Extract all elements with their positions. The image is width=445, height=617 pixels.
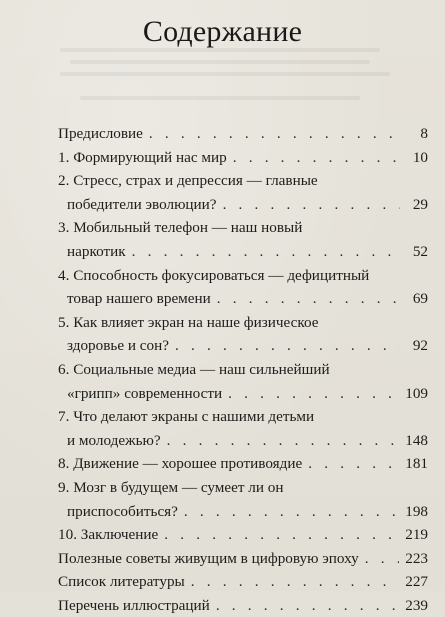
toc-entry (58, 358, 428, 405)
toc-entry-title-line: 8. Движение — хорошее противоядие (58, 455, 303, 473)
toc-entry-last-line (58, 429, 428, 453)
toc-entry-last-line (58, 500, 428, 524)
toc-entry (58, 216, 428, 263)
toc-page-number: 29 (412, 195, 428, 213)
dot-leader (223, 193, 400, 217)
toc-page-number: 223 (405, 549, 428, 567)
toc-entry-title-line: товар нашего времени (67, 290, 211, 308)
dot-leader (167, 429, 400, 453)
toc-entry-title-line: 4. Способность фокусироваться — дефицитный (58, 266, 370, 284)
toc-entry (58, 594, 428, 617)
toc-entry-last-line (58, 547, 428, 571)
toc-page-number: 10 (412, 148, 428, 166)
toc-entry-last-line (58, 287, 428, 311)
toc-page-number: 198 (405, 502, 428, 520)
dot-leader (308, 452, 399, 476)
toc-entry-title-line: 6. Социальные медиа — наш сильнейший (58, 360, 330, 378)
toc-entry-title-line: 10. Заключение (58, 526, 159, 544)
dot-leader (184, 500, 399, 524)
toc-entry-title-line: Полезные советы живущим в цифровую эпоху (58, 549, 359, 567)
toc-entry-last-line (58, 523, 428, 547)
dot-leader (149, 122, 400, 146)
toc-page-number: 239 (405, 596, 428, 614)
bleed-through-mark (70, 60, 370, 64)
toc-entry (58, 570, 428, 594)
toc-page-number: 148 (405, 431, 428, 449)
toc-entry-last-line (58, 570, 428, 594)
toc-page-number: 8 (420, 125, 428, 142)
toc-entry-title-line: «грипп» современности (67, 384, 223, 402)
dot-leader (132, 240, 400, 264)
toc-entry-last-line (58, 240, 428, 264)
toc-entry-title-line: наркотик (67, 242, 126, 260)
toc-page-number: 219 (405, 526, 428, 544)
toc-entry-title-line: 3. Мобильный телефон — наш новый (58, 219, 303, 237)
toc-entry-title-line: 9. Мозг в будущем — сумеет ли он (58, 478, 284, 496)
toc-entry-last-line (58, 594, 428, 617)
toc-entry-last-line (58, 146, 428, 170)
dot-leader (365, 547, 399, 571)
toc-entry (58, 476, 428, 523)
dot-leader (164, 523, 399, 547)
toc-entry-last-line (58, 122, 428, 146)
bleed-through-mark (80, 96, 360, 100)
toc-page-number: 52 (412, 242, 428, 260)
toc-entry-title-line: победители эволюции? (67, 195, 217, 213)
toc-entry-last-line (58, 193, 428, 217)
toc-entry-last-line (58, 452, 428, 476)
toc-entry (58, 264, 428, 311)
toc-entry-last-line (58, 334, 428, 358)
toc-entry (58, 547, 428, 571)
toc-entry-title-line: Предисловие (58, 125, 143, 142)
table-of-contents (58, 122, 428, 617)
toc-entry-title-line: 2. Стресс, страх и депрессия — главные (58, 172, 318, 190)
dot-leader (217, 287, 400, 311)
toc-page-number: 109 (405, 384, 428, 402)
toc-page-number: 181 (405, 455, 428, 473)
dot-leader (175, 334, 400, 358)
toc-page-number: 227 (405, 573, 428, 591)
bleed-through-mark (60, 72, 390, 76)
dot-leader (228, 382, 399, 406)
toc-entry (58, 122, 428, 146)
toc-entry-title-line: и молодежью? (67, 431, 161, 449)
toc-entry-title-line: Список литературы (58, 573, 185, 591)
toc-entry-last-line (58, 382, 428, 406)
toc-entry (58, 523, 428, 547)
toc-page-number: 69 (412, 290, 428, 308)
toc-entry (58, 405, 428, 452)
toc-entry-title-line: приспособиться? (67, 502, 178, 520)
toc-entry (58, 452, 428, 476)
toc-entry-title-line: здоровье и сон? (67, 337, 169, 355)
dot-leader (191, 570, 399, 594)
toc-entry (58, 146, 428, 170)
toc-entry-title-line: Перечень иллюстраций (58, 596, 210, 614)
dot-leader (216, 594, 399, 617)
toc-entry (58, 311, 428, 358)
page-title: Содержание (142, 15, 303, 48)
toc-entry (58, 169, 428, 216)
dot-leader (233, 146, 400, 170)
toc-entry-title-line: 7. Что делают экраны с нашими детьми (58, 408, 315, 426)
toc-page-number: 92 (412, 337, 428, 355)
toc-entry-title-line: 5. Как влияет экран на наше физическое (58, 313, 319, 331)
toc-entry-title-line: 1. Формирующий нас мир (58, 148, 227, 166)
